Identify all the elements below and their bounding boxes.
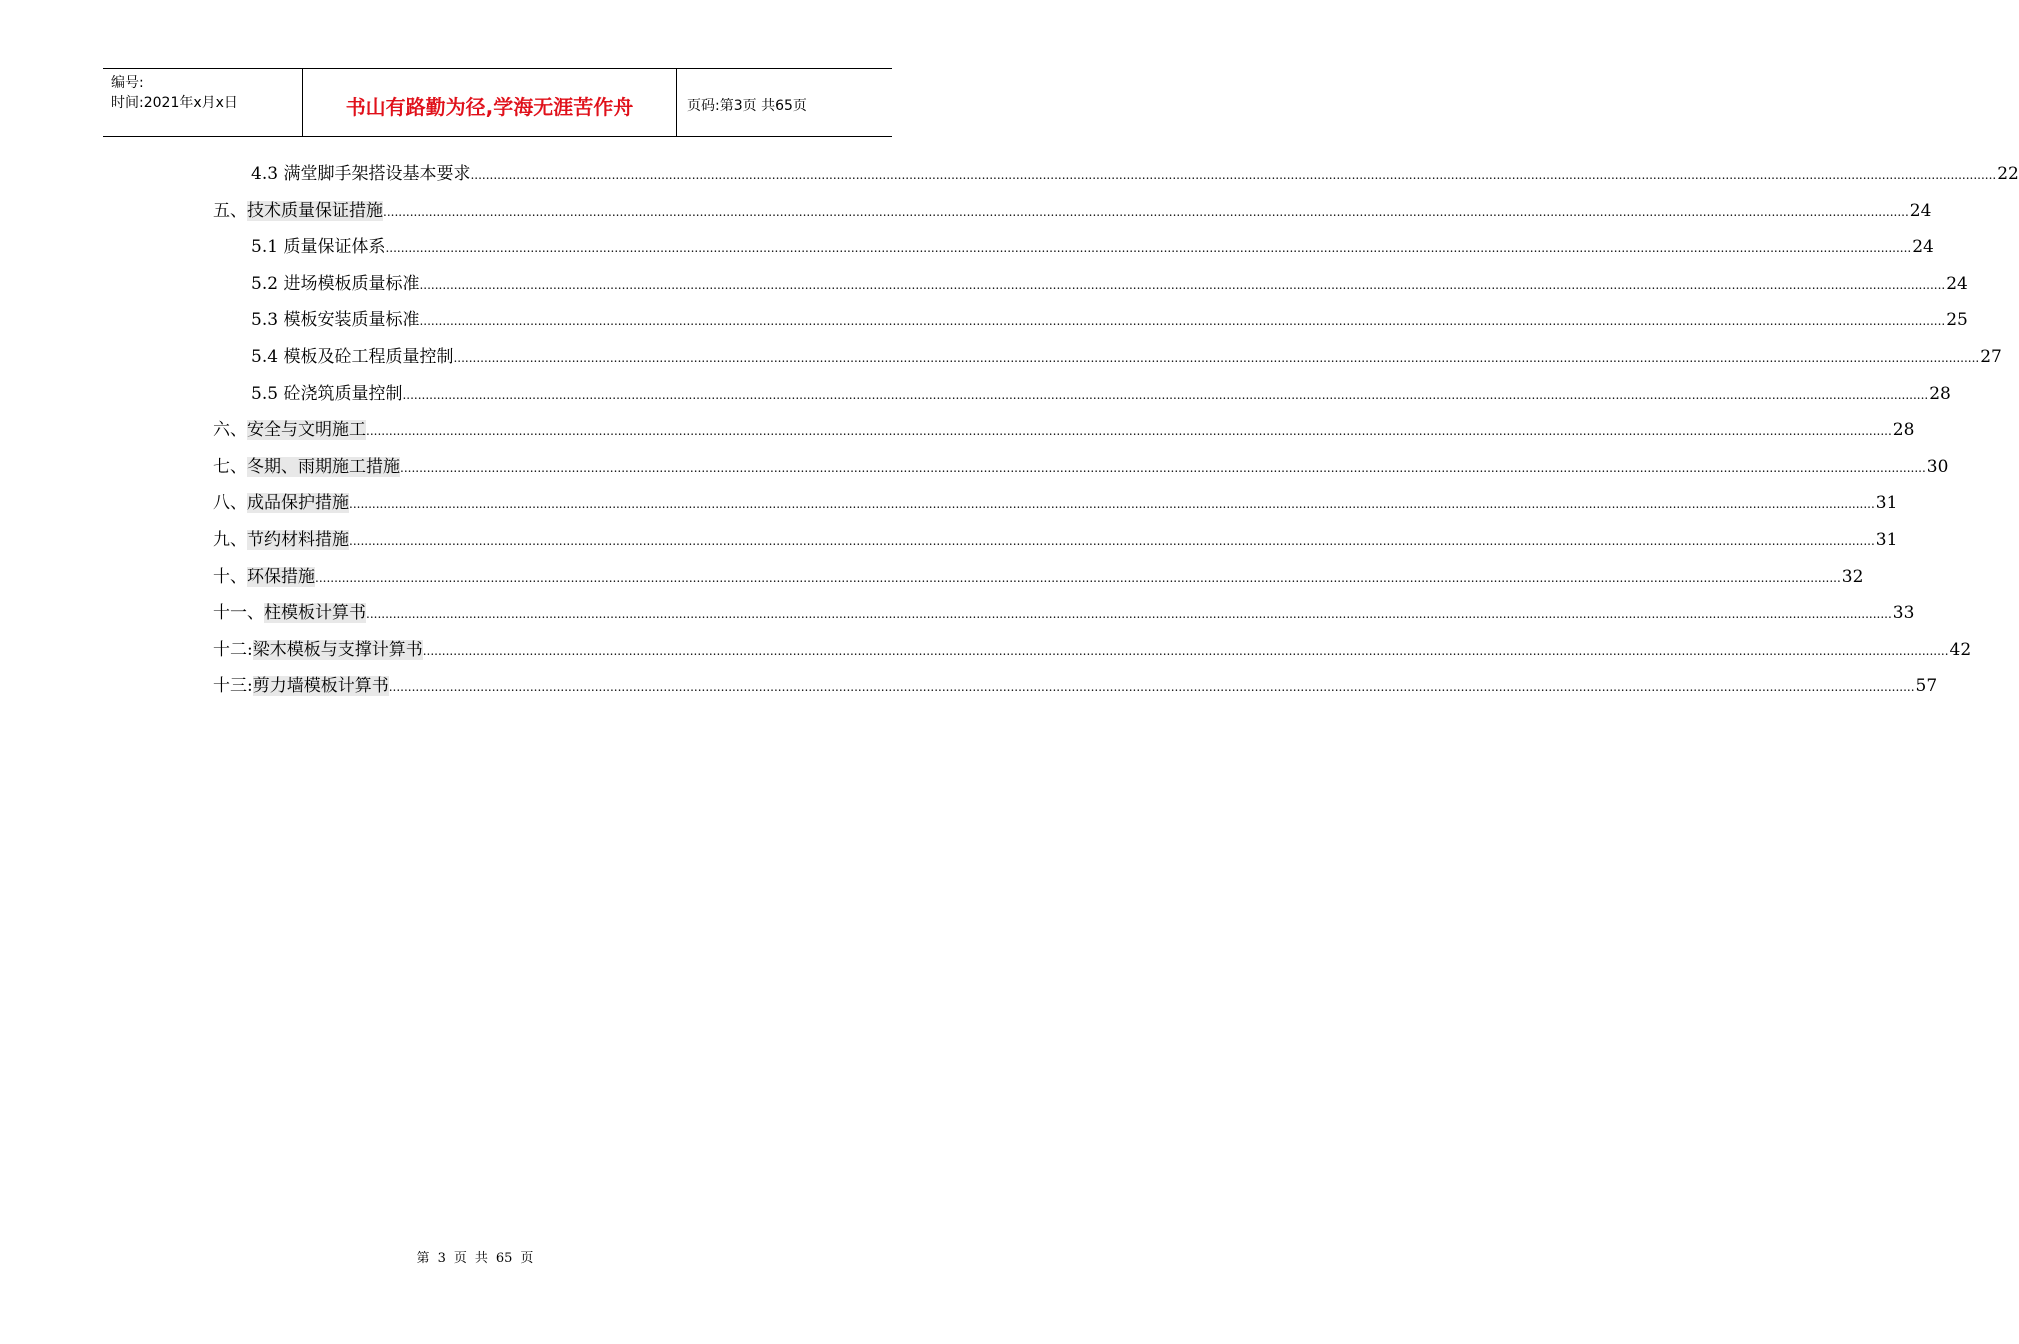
toc-entry-prefix: 十二: <box>213 639 253 660</box>
toc-dot-leader: ................................................................................................................................................................................................................................................................................................................................................................................................................ <box>470 168 1997 182</box>
footer-total-pages: 65 <box>495 1251 513 1266</box>
toc-entry-page: 31 <box>1875 529 1898 550</box>
toc-entry[interactable] <box>213 302 1968 339</box>
toc-entry[interactable] <box>213 522 1898 559</box>
toc-entry[interactable] <box>213 266 1968 303</box>
toc-entry-text: 成品保护措施 <box>247 493 349 514</box>
toc-entry-text: 5.4 模板及砼工程质量控制 <box>251 346 454 367</box>
toc-entry-prefix: 九、 <box>213 529 247 550</box>
toc-entry[interactable] <box>213 632 1972 669</box>
toc-entry[interactable] <box>213 668 1938 705</box>
toc-dot-leader: ................................................................................................................................................................................................................................................................................................................................................................................................................ <box>419 277 1946 292</box>
toc-entry-title <box>213 595 366 632</box>
toc-entry-title <box>213 193 383 230</box>
toc-dot-leader: ................................................................................................................................................................................................................................................................................................................................................................................................................ <box>366 424 1892 439</box>
toc-entry[interactable] <box>213 156 2019 193</box>
toc-entry-text: 安全与文明施工 <box>247 420 366 441</box>
toc-dot-leader: ................................................................................................................................................................................................................................................................................................................................................................................................................ <box>383 204 1909 219</box>
toc-entry-page: 24 <box>1909 200 1932 221</box>
toc-entry-text: 冬期、雨期施工措施 <box>247 456 400 477</box>
toc-entry[interactable] <box>213 376 1951 413</box>
toc-dot-leader: ................................................................................................................................................................................................................................................................................................................................................................................................................ <box>366 607 1892 622</box>
footer-current-page: 3 <box>437 1251 446 1266</box>
toc-dot-leader: ................................................................................................................................................................................................................................................................................................................................................................................................................ <box>422 643 1949 658</box>
toc-entry-text: 5.1 质量保证体系 <box>251 237 386 258</box>
toc-dot-leader: ................................................................................................................................................................................................................................................................................................................................................................................................................ <box>385 241 1912 256</box>
page-header <box>103 68 892 137</box>
header-page-info: 页码:第3页 共65页 <box>687 97 807 114</box>
table-of-contents <box>213 156 2019 705</box>
toc-dot-leader: ................................................................................................................................................................................................................................................................................................................................................................................................................ <box>315 570 1841 585</box>
toc-entry[interactable] <box>213 595 1915 632</box>
toc-entry-text: 5.5 砼浇筑质量控制 <box>251 383 403 404</box>
toc-entry-prefix: 五、 <box>213 200 247 221</box>
toc-dot-leader: ................................................................................................................................................................................................................................................................................................................................................................................................................ <box>453 350 1980 365</box>
footer-total-word: 共 <box>474 1251 488 1266</box>
page-footer <box>0 1247 950 1266</box>
toc-entry-page: 22 <box>1997 164 2019 184</box>
toc-entry-page: 27 <box>1980 346 2002 367</box>
toc-entry-page: 28 <box>1929 383 1951 404</box>
toc-entry-prefix: 八、 <box>213 493 247 514</box>
toc-dot-leader: ................................................................................................................................................................................................................................................................................................................................................................................................................ <box>349 497 1875 512</box>
toc-entry-page: 57 <box>1915 676 1938 697</box>
toc-entry-page: 31 <box>1875 493 1898 514</box>
toc-entry[interactable] <box>213 485 1898 522</box>
toc-entry[interactable] <box>213 559 1864 596</box>
toc-entry-text: 技术质量保证措施 <box>247 200 383 221</box>
toc-entry-page: 30 <box>1926 456 1949 477</box>
toc-entry[interactable] <box>213 193 1932 230</box>
toc-entry-text: 剪力墙模板计算书 <box>252 676 389 697</box>
toc-entry[interactable] <box>213 339 2002 376</box>
toc-entry-title <box>213 522 349 559</box>
toc-entry-text: 5.2 进场模板质量标准 <box>251 273 420 294</box>
toc-entry-prefix: 六、 <box>213 420 247 441</box>
toc-dot-leader: ................................................................................................................................................................................................................................................................................................................................................................................................................ <box>400 460 1926 475</box>
toc-dot-leader: ................................................................................................................................................................................................................................................................................................................................................................................................................ <box>402 387 1929 402</box>
footer-last: 页 <box>520 1251 534 1266</box>
document-number-label: 编号: <box>111 75 144 91</box>
footer-page-word: 页 <box>453 1251 467 1266</box>
toc-entry-text: 节约材料措施 <box>247 529 349 550</box>
toc-entry-title <box>251 266 419 303</box>
toc-entry-title <box>251 156 470 193</box>
toc-entry-page: 24 <box>1912 237 1934 258</box>
toc-entry-page: 25 <box>1946 310 1968 331</box>
document-time-label: 时间:2021年x月x日 <box>111 95 238 111</box>
toc-entry-prefix: 十一、 <box>213 603 264 624</box>
toc-entry-prefix: 七、 <box>213 456 247 477</box>
toc-entry-page: 28 <box>1892 420 1915 441</box>
footer-first: 第 <box>416 1251 430 1266</box>
toc-entry-title <box>251 339 453 376</box>
toc-entry-page: 24 <box>1946 273 1968 294</box>
toc-dot-leader: ................................................................................................................................................................................................................................................................................................................................................................................................................ <box>349 533 1875 548</box>
toc-entry-page: 33 <box>1892 603 1915 624</box>
toc-entry-page: 42 <box>1949 639 1972 660</box>
toc-dot-leader: ................................................................................................................................................................................................................................................................................................................................................................................................................ <box>419 314 1946 329</box>
toc-entry-text: 5.3 模板安装质量标准 <box>251 310 420 331</box>
header-motto: 书山有路勤为径,学海无涯苦作舟 <box>303 69 677 136</box>
toc-entry[interactable] <box>213 229 1934 266</box>
toc-entry-text: 梁木模板与支撑计算书 <box>252 639 423 660</box>
toc-entry[interactable] <box>213 449 1949 486</box>
toc-entry-title <box>213 412 366 449</box>
toc-entry-text: 柱模板计算书 <box>264 603 366 624</box>
toc-entry[interactable] <box>213 412 1915 449</box>
toc-entry-title <box>251 302 419 339</box>
toc-entry-title <box>213 632 423 669</box>
toc-entry-title <box>251 376 402 413</box>
toc-entry-title <box>213 559 315 596</box>
toc-entry-text: 4.3 满堂脚手架搭设基本要求 <box>251 164 471 184</box>
toc-dot-leader: ................................................................................................................................................................................................................................................................................................................................................................................................................ <box>388 680 1915 695</box>
toc-entry-page: 32 <box>1841 566 1864 587</box>
toc-entry-title <box>213 485 349 522</box>
toc-entry-prefix: 十三: <box>213 676 253 697</box>
toc-entry-text: 环保措施 <box>247 566 315 587</box>
toc-entry-title <box>251 229 385 266</box>
header-meta <box>103 69 303 136</box>
toc-entry-prefix: 十、 <box>213 566 247 587</box>
toc-entry-title <box>213 449 400 486</box>
toc-entry-title <box>213 668 389 705</box>
